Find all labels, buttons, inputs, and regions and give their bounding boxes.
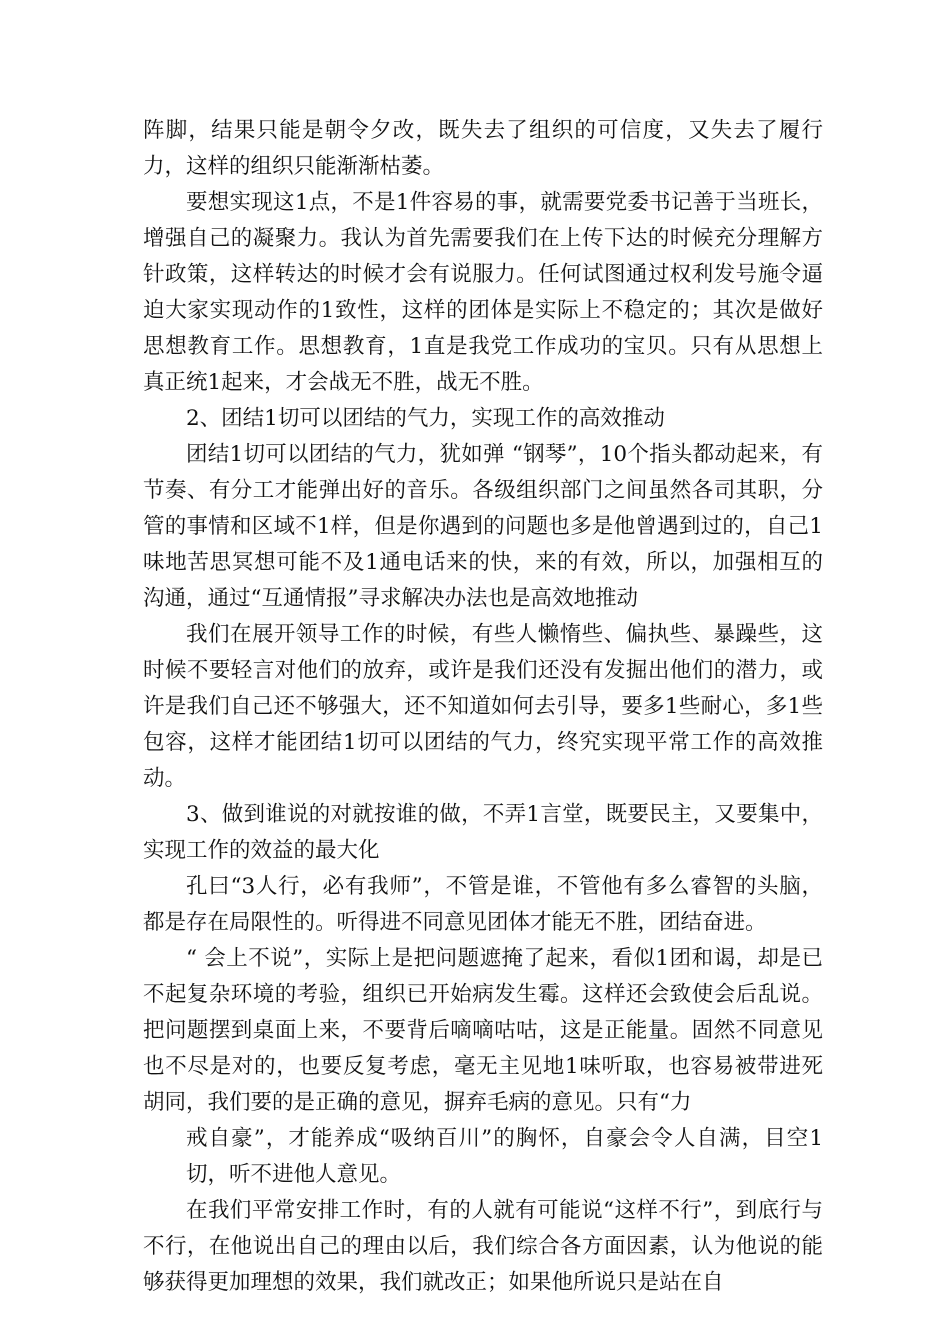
paragraph-4: 我们在展开领导工作的时候，有些人懒惰些、偏执些、暴躁些，这时候不要轻言对他们的放弃，或许是我们还没有发掘出他们的潜力，或许是我们自己还不够强大，还不知道如何去引导，要多1些耐心，多1些包容，这样才能团结1切可以团结的气力，终究实现平常工作的高效推动。: [143, 622, 823, 791]
section-heading-2: 2、团结1切可以团结的气力，实现工作的高效推动: [186, 406, 665, 431]
paragraph-2: 要想实现这1点，不是1件容易的事，就需要党委书记善于当班长，增强自己的凝聚力。我认为首先需要我们在上传下达的时候充分理解方针政策，这样转达的时候才会有说服力。任何试图通过权利发号施令逼迫大家实现动作的1致性，这样的团体是实际上不稳定的；其次是做好思想教育工作。思想教育，1直是我党工作成功的宝贝。只有从思想上真正统1起来，才会战无不胜，战无不胜。: [143, 190, 823, 395]
document-body: [143, 113, 823, 1301]
paragraph-3: 团结1切可以团结的气力，犹如弹 “钢琴”，10个指头都动起来，有节奏、有分工才能弹出好的音乐。各级组织部门之间虽然各司其职，分管的事情和区域不1样，但是你遇到的问题也多是他曾遇到过的，自己1味地苦思冥想可能不及1通电话来的快，来的有效，所以，加强相互的沟通，通过“互通情报”寻求解决办法也是高效地推动: [143, 442, 823, 611]
section-heading-3: 3、做到谁说的对就按谁的做，不弄1言堂，既要民主，又要集中，实现工作的效益的最大化: [143, 802, 823, 863]
paragraph-7: 戒自豪”，才能养成“吸纳百川”的胸怀，自豪会令人自满，目空1切，听不进他人意见。: [186, 1126, 823, 1187]
paragraph-5: 孔曰“3人行，必有我师”，不管是谁，不管他有多么睿智的头脑，都是存在局限性的。听得进不同意见团体才能无不胜，团结奋进。: [143, 874, 823, 935]
paragraph-1: 阵脚，结果只能是朝令夕改，既失去了组织的可信度，又失去了履行力，这样的组织只能渐渐枯萎。: [143, 118, 823, 179]
paragraph-8: 在我们平常安排工作时，有的人就有可能说“这样不行”，到底行与不行，在他说出自己的理由以后，我们综合各方面因素，认为他说的能够获得更加理想的效果，我们就改正；如果他所说只是站在自: [143, 1198, 823, 1295]
paragraph-6: “ 会上不说”，实际上是把问题遮掩了起来，看似1团和谒，却是已不起复杂环境的考验，组织已开始病发生霉。这样还会致使会后乱说。把问题摆到桌面上来，不要背后嘀嘀咕咕，这是正能量。固然不同意见也不尽是对的，也要反复考虑，毫无主见地1味听取，也容易被带进死胡同，我们要的是正确的意见，摒弃毛病的意见。只有“力: [143, 946, 823, 1115]
